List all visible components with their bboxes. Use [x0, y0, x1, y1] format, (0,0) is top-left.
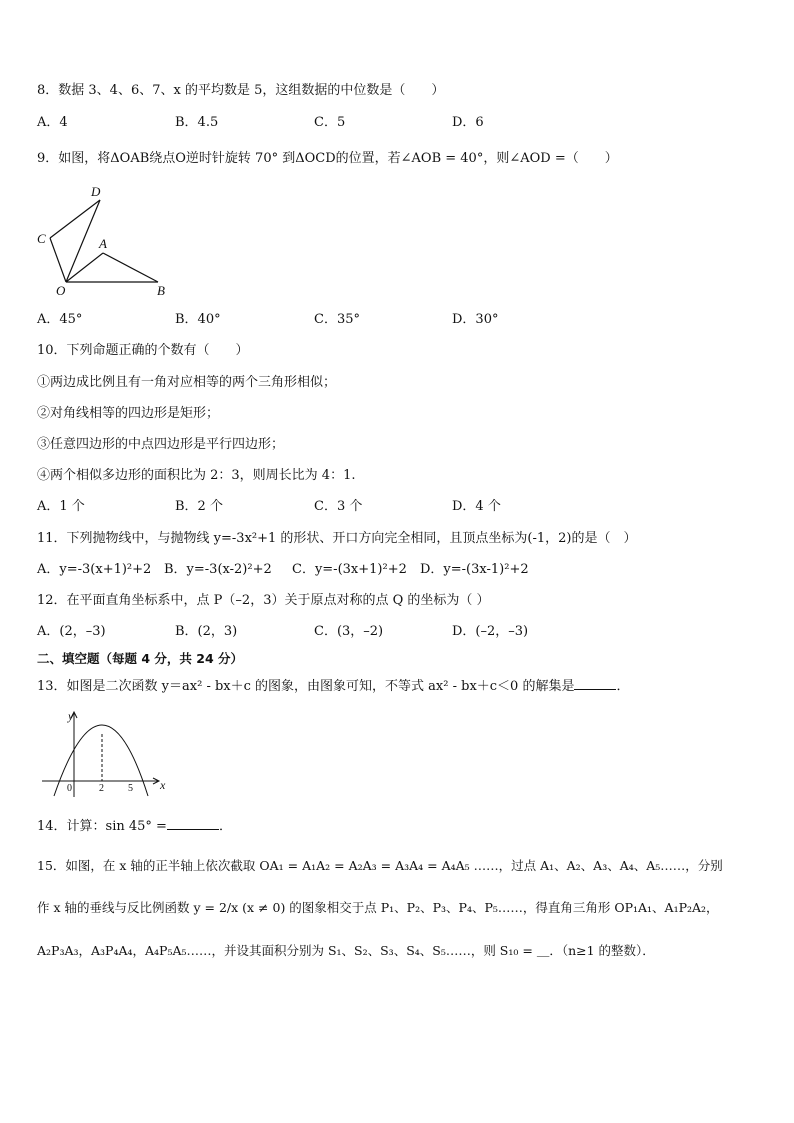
- q9-option-b: B．40°: [175, 312, 221, 327]
- q12-option-a: A．(2，–3): [37, 624, 106, 639]
- q10-item-3: ③任意四边形的中点四边形是平行四边形；: [37, 437, 285, 452]
- q9-option-d: D．30°: [452, 312, 499, 327]
- q10-item-2: ②对角线相等的四边形是矩形；: [37, 406, 220, 421]
- tick-2: 2: [99, 783, 104, 794]
- q8-option-b: B．4.5: [175, 115, 219, 130]
- q13-stem-end: ．: [616, 679, 630, 694]
- tick-5: 5: [128, 783, 133, 794]
- q10-option-a: A．1 个: [37, 499, 85, 514]
- q10-stem: 10．下列命题正确的个数有（ ）: [37, 343, 249, 358]
- q10-option-c: C．3 个: [314, 499, 363, 514]
- q9-options: [37, 312, 737, 328]
- label-B: B: [157, 283, 165, 298]
- q9-rotation-figure: [30, 180, 180, 300]
- q13-stem: [37, 677, 629, 695]
- y-axis-label: y: [68, 709, 74, 723]
- q12-options: [37, 624, 737, 640]
- q12-stem: 12．在平面直角坐标系中，点 P（–2，3）关于原点对称的点 Q 的坐标为（ ）: [37, 593, 490, 608]
- q14-answer-blank[interactable]: [167, 817, 219, 830]
- q10-item-4: ④两个相似多边形的面积比为 2：3，则周长比为 4：1.: [37, 468, 356, 483]
- q15-line-3: A₂P₃A₃，A₃P₄A₄，A₄P₅A₅……，并设其面积分别为 S₁、S₂、S₃、S₄、S₅……，则 S₁₀ = ＿．（n≥1 的整数）．: [37, 943, 655, 958]
- q11-option-a: A．y=-3(x+1)²+2: [37, 562, 152, 577]
- q13-answer-blank[interactable]: [574, 677, 616, 690]
- q8-option-c: C．5: [314, 115, 346, 130]
- q8-stem: 8．数据 3、4、6、7、x 的平均数是 5，这组数据的中位数是（ ）: [37, 83, 445, 98]
- q15-line-1: 15．如图，在 x 轴的正半轴上依次截取 OA₁ = A₁A₂ = A₂A₃ = A₃A₄ = A₄A₅ ……，过点 A₁、A₂、A₃、A₄、A₅……，分别: [37, 858, 723, 873]
- q9-option-c: C．35°: [314, 312, 360, 327]
- label-A: A: [99, 236, 107, 251]
- q14-stem-text: 14．计算：sin 45° =: [37, 819, 167, 834]
- q8-option-d: D．6: [452, 115, 484, 130]
- q11-option-c: C．y=-(3x+1)²+2: [292, 562, 407, 577]
- q12-option-c: C．(3，–2): [314, 624, 384, 639]
- q11-stem: 11．下列抛物线中，与抛物线 y=-3x²+1 的形状、开口方向完全相同，且顶点坐标为(-1，2)的是（ ）: [37, 531, 637, 546]
- q10-option-b: B．2 个: [175, 499, 223, 514]
- q11-options: [37, 562, 737, 578]
- label-D: D: [91, 184, 101, 199]
- q14-stem: [37, 817, 232, 835]
- q8-option-a: A．4: [37, 115, 68, 130]
- section-heading-fill-in: 二、填空题（每题 4 分，共 24 分）: [37, 651, 244, 666]
- label-O: O: [56, 283, 66, 298]
- label-C: C: [37, 231, 46, 246]
- q9-stem: 9．如图，将ΔOAB绕点O逆时针旋转 70° 到ΔOCD的位置，若∠AOB = 40°，则∠AOD =（ ）: [37, 151, 618, 166]
- x-axis-label: x: [160, 778, 166, 792]
- q12-option-b: B．(2，3): [175, 624, 238, 639]
- segment-AB: [103, 253, 158, 282]
- segment-OC: [50, 238, 66, 282]
- q13-stem-text: 13．如图是二次函数 y＝ax² - bx＋c 的图象，由图象可知，不等式 ax² - bx＋c＜0 的解集是: [37, 679, 575, 694]
- q10-item-1: ①两边成比例且有一角对应相等的两个三角形相似；: [37, 375, 337, 390]
- q14-stem-end: ．: [218, 819, 232, 834]
- q10-option-d: D．4 个: [452, 499, 501, 514]
- q15-line-2: 作 x 轴的垂线与反比例函数 y = 2/x (x ≠ 0) 的图象相交于点 P₁、P₂、P₃、P₄、P₅……，得直角三角形 OP₁A₁、A₁P₂A₂，: [37, 900, 719, 915]
- q8-options: [37, 115, 737, 131]
- q13-parabola-graph: [38, 705, 178, 797]
- q9-option-a: A．45°: [37, 312, 83, 327]
- q11-option-b: B．y=-3(x-2)²+2: [164, 562, 272, 577]
- q11-option-d: D．y=-(3x-1)²+2: [420, 562, 529, 577]
- q12-option-d: D．(–2，–3): [452, 624, 529, 639]
- q10-options: [37, 499, 737, 515]
- tick-0: 0: [67, 783, 72, 794]
